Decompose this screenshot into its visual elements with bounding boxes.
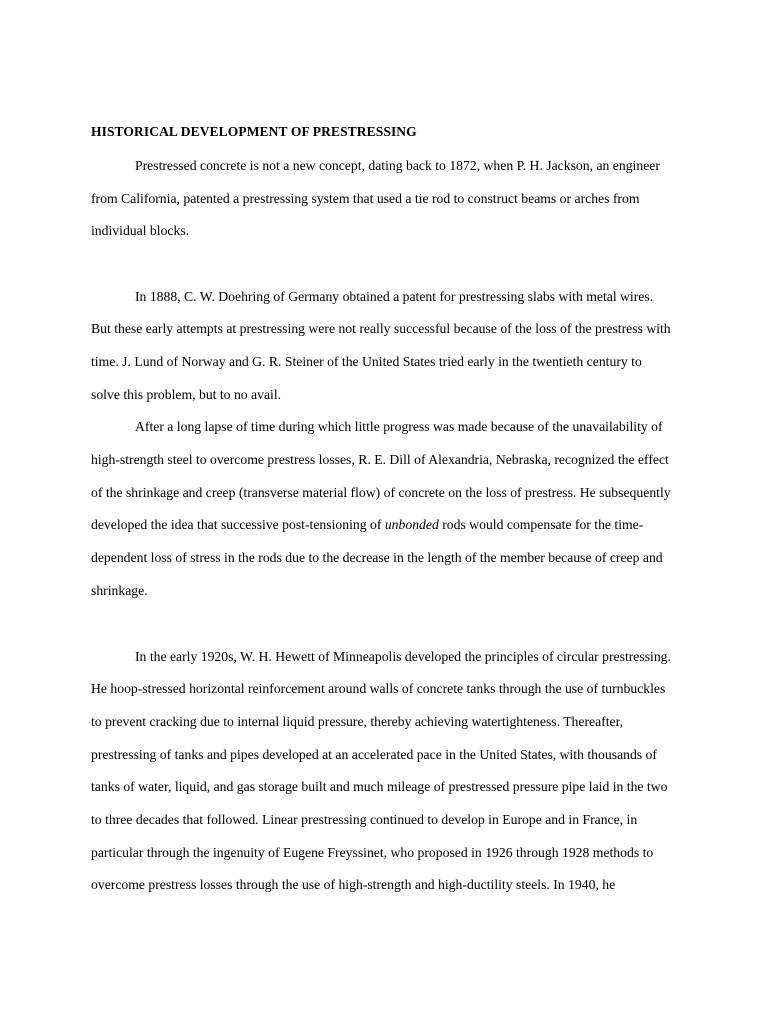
paragraph-3-line-1: After a long lapse of time during which little progress was made because of the unavailability of [135,419,663,434]
paragraph-1-line-2: from California, patented a prestressing system that used a tie rod to construct beams or arches from [91,191,640,206]
paragraph-3-line-6: shrinkage. [91,583,148,598]
paragraph-4-line-6: to three decades that followed. Linear prestressing continued to develop in Europe and in France, in [91,812,638,827]
paragraph-4-line-1: In the early 1920s, W. H. Hewett of Minneapolis developed the principles of circular prestressing. [135,649,671,664]
paragraph-3-line-3: of the shrinkage and creep (transverse material flow) of concrete on the loss of prestress. He subsequently [91,485,671,500]
paragraph-1-line-3: individual blocks. [91,223,190,238]
paragraph-1-line-1: Prestressed concrete is not a new concept, dating back to 1872, when P. H. Jackson, an engineer [135,158,660,173]
paragraph-3-line-4-text-before: developed the idea that successive post-tensioning of [91,517,385,532]
paragraph-3-line-4 [91,516,643,534]
paragraph-2-line-2: But these early attempts at prestressing were not really successful because of the loss of the prestress with [91,321,671,336]
paragraph-2-line-1: In 1888, C. W. Doehring of Germany obtained a patent for prestressing slabs with metal wires. [135,289,654,304]
emphasis-unbonded: unbonded [384,517,439,532]
paragraph-4-line-2: He hoop-stressed horizontal reinforcement around walls of concrete tanks through the use of turnbuckles [91,681,666,696]
paragraph-4-line-3: to prevent cracking due to internal liquid pressure, thereby achieving watertighteness. Thereafter, [91,714,624,729]
paragraph-3-line-4-text-after: rods would compensate for the time- [438,517,644,532]
paragraph-4-line-7: particular through the ingenuity of Eugene Freyssinet, who proposed in 1926 through 1928 methods to [91,845,654,860]
paragraph-2-line-3: time. J. Lund of Norway and G. R. Steiner of the United States tried early in the twentieth century to [91,354,642,369]
paragraph-3-line-5: dependent loss of stress in the rods due to the decrease in the length of the member because of creep and [91,550,663,565]
paragraph-3-line-2: high-strength steel to overcome prestress losses, R. E. Dill of Alexandria, Nebraska, recognized the effect [91,452,669,467]
section-heading: HISTORICAL DEVELOPMENT OF PRESTRESSING [91,124,417,139]
paragraph-2-line-4: solve this problem, but to no avail. [91,387,282,402]
paragraph-4-line-8: overcome prestress losses through the use of high-strength and high-ductility steels. In 1940, he [91,877,616,892]
paragraph-4-line-4: prestressing of tanks and pipes developed at an accelerated pace in the United States, with thousands of [91,747,657,762]
paragraph-4-line-5: tanks of water, liquid, and gas storage built and much mileage of prestressed pressure pipe laid in the two [91,779,668,794]
